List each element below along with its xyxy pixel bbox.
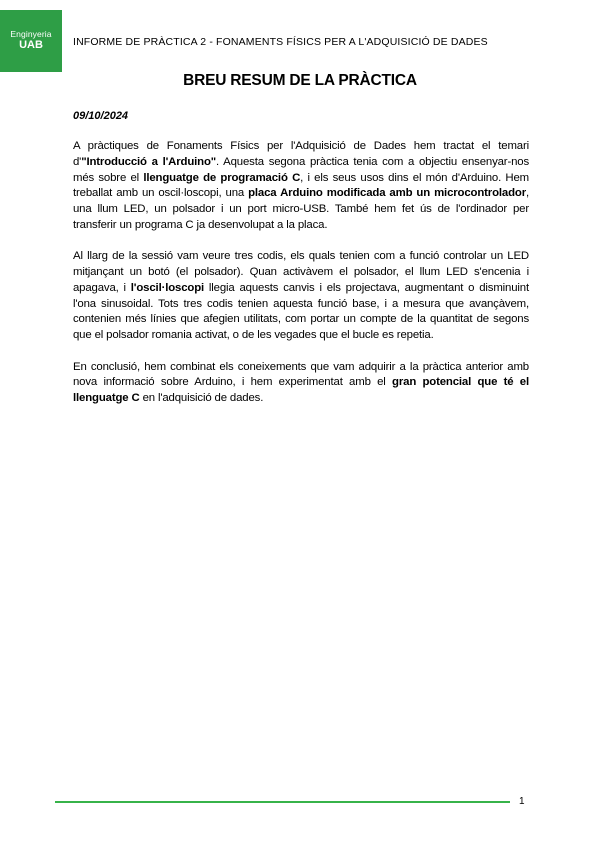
highlight-arduino-board: placa Arduino modificada amb un microcontrolador bbox=[248, 187, 526, 200]
logo-line-1: Enginyeria bbox=[10, 29, 52, 39]
footer-divider bbox=[55, 801, 510, 803]
paragraph-text: A pràctiques de Fonaments Físics per l'Adquisició de Dades hem tractat el temari d' bbox=[73, 140, 529, 168]
uab-engineering-logo bbox=[0, 10, 62, 72]
highlight-oscilloscope: l'oscil·loscopi bbox=[130, 281, 205, 294]
highlight-arduino-intro: "Introducció a l'Arduino" bbox=[81, 155, 217, 168]
paragraph-text: . Aquesta segona pràctica tenia com a objectiu ensenyar-nos més sobre el bbox=[73, 155, 530, 184]
highlight-c-potential: gran potencial que té el llenguatge C bbox=[73, 376, 530, 404]
paragraph-text: llegia aquests canvis i els projectava, augmentant o disminuint l'ona sinusoidal. Tots tres codis tenien aquesta funció base, i a mesura que avançàvem, contenien més línies que afegien utilitats, com portar un compte de la quantitat de segons que el polsador romania activat, o de les vegades que el bucle es repetia. bbox=[73, 281, 529, 341]
paragraph-conclusion bbox=[73, 360, 529, 407]
report-date: 09/10/2024 bbox=[73, 110, 129, 122]
paragraph-text: En conclusió, hem combinat els coneixements que vam adquirir a la pràctica anterior amb nova informació sobre Arduino, i hem experimentat amb el bbox=[73, 360, 529, 389]
paragraph-session bbox=[73, 249, 529, 344]
paragraph-text: en l'adquisició de dades. bbox=[139, 392, 264, 404]
paragraph-text: , una llum LED, un polsador i un port micro-USB. També hem fet ús de l'ordinador per transferir un programa C ja desenvolupat a la placa. bbox=[73, 187, 529, 231]
highlight-c-language: llenguatge de programació C bbox=[143, 171, 301, 184]
logo-line-2: UAB bbox=[19, 39, 43, 51]
summary-body bbox=[73, 139, 529, 423]
paragraph-text: Al llarg de la sessió vam veure tres codis, els quals tenien com a funció controlar un LED mitjançant un botó (el polsador). Quan activàvem el polsador, el llum LED s'encenia i apagava, i bbox=[73, 250, 529, 294]
page-number: 1 bbox=[519, 796, 525, 807]
paragraph-text: , i els seus usos dins el món d'Arduino. Hem treballat amb un oscil·loscopi, una bbox=[73, 171, 530, 200]
page-title: BREU RESUM DE LA PRÀCTICA bbox=[183, 72, 417, 89]
paragraph-introduction bbox=[73, 139, 529, 234]
report-header-title: INFORME DE PRÀCTICA 2 - FONAMENTS FÍSICS PER A L'ADQUISICIÓ DE DADES bbox=[73, 36, 488, 48]
